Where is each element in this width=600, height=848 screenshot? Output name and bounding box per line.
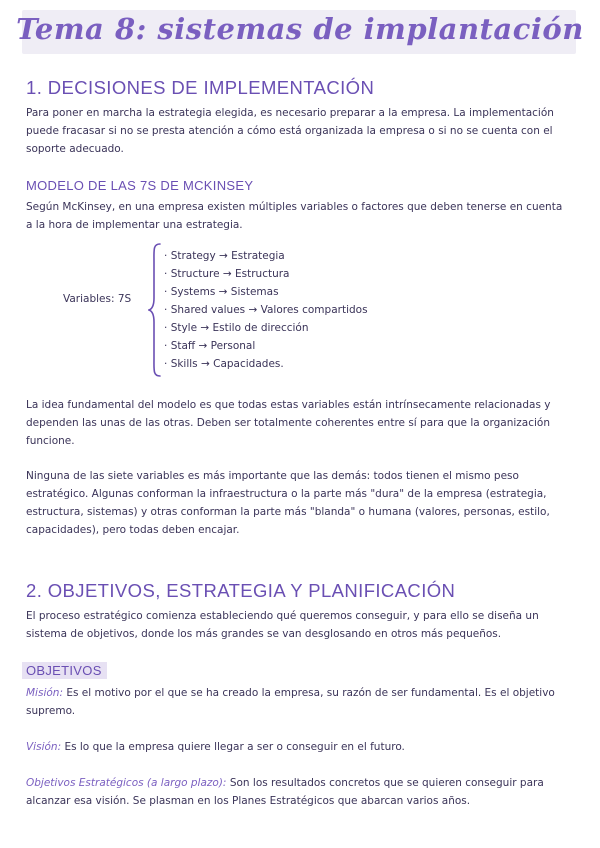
objetivos-estrategicos-paragraph [26,774,566,810]
section-1-heading: 1. DECISIONES DE IMPLEMENTACIÓN [26,77,375,98]
objetivos-estrategicos-text: Son los resultados concretos que se quieren conseguir para alcanzar esa visión. Se plasman en los Planes Estratégicos que abarcan varios años. [26,777,544,807]
list-item: · Shared values → Valores compartidos [164,301,368,319]
vision-paragraph [26,738,566,756]
mision-paragraph [26,684,566,720]
section-2-heading: 2. OBJETIVOS, ESTRATEGIA Y PLANIFICACIÓN [26,580,456,601]
list-item: · Staff → Personal [164,337,368,355]
mckinsey-intro: Según McKinsey, en una empresa existen múltiples variables o factores que deben tenerse en cuenta a la hora de implementar una estrategia. [26,201,563,231]
page-title: Tema 8: sistemas de implantación [16,12,584,46]
list-item: · Strategy → Estrategia [164,247,368,265]
vision-text: Es lo que la empresa quiere llegar a ser o conseguir en el futuro. [61,741,405,753]
list-item: · Skills → Capacidades. [164,355,368,373]
mision-text: Es el motivo por el que se ha creado la empresa, su razón de ser fundamental. Es el objetivo supremo. [26,687,555,717]
section-2-intro: El proceso estratégico comienza estableciendo qué queremos conseguir, y para ello se diseña un sistema de objetivos, donde los más grandes se van desglosando en otros más pequeños. [26,610,539,640]
list-item: · Systems → Sistemas [164,283,368,301]
objetivos-heading [26,663,107,678]
variables-importance-paragraph: Ninguna de las siete variables es más importante que las demás: todos tienen el mismo peso estratégico. Algunas conforman la infraestructura o la parte más "dura" de la empresa (estrategia, estructura, sistemas) y otras conforman la parte más "blanda" o humana (valores, personas, estilo, capacidades), pero todas deben encajar. [26,470,550,536]
vision-term: Visión: [26,741,62,753]
mision-term: Misión: [26,687,63,699]
variables-list [164,247,368,373]
list-item: · Structure → Estructura [164,265,368,283]
variables-label: Variables: 7S [63,293,132,305]
mckinsey-heading: MODELO DE LAS 7S DE MCKINSEY [26,178,254,193]
section-1-intro: Para poner en marcha la estrategia elegida, es necesario preparar a la empresa. La implementación puede fracasar si no se presta atención a cómo está organizada la empresa o si no se cuenta con el soporte adecuado. [26,107,554,155]
model-idea-paragraph: La idea fundamental del modelo es que todas estas variables están intrínsecamente relacionadas y dependen las unas de las otras. Deben ser totalmente coherentes entre sí para que la organización funcione. [26,399,551,447]
objetivos-estrategicos-term: Objetivos Estratégicos (a largo plazo): [26,777,227,789]
brace-icon [148,242,162,378]
objetivos-heading-label: OBJETIVOS [22,662,107,679]
list-item: · Style → Estilo de dirección [164,319,368,337]
